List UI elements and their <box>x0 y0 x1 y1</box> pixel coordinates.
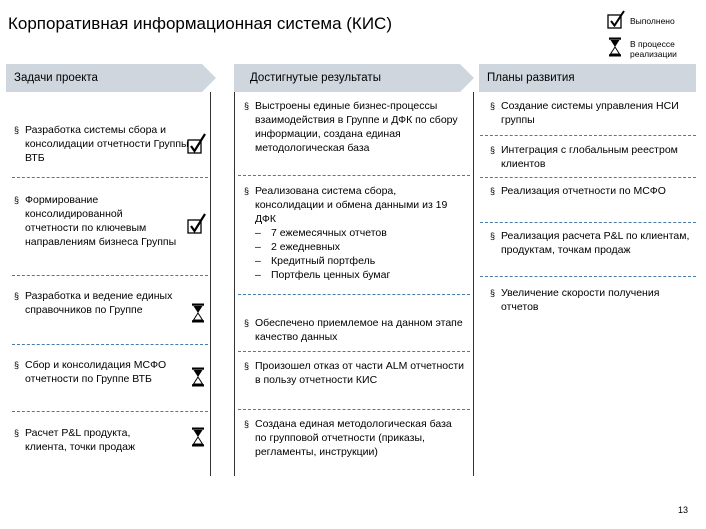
legend-done-label: Выполнено <box>630 16 675 26</box>
task-item <box>14 123 189 165</box>
bullet-icon: § <box>14 195 20 205</box>
results-header: Достигнутые результаты <box>234 64 460 92</box>
result-item <box>244 316 466 344</box>
plan-item <box>490 99 690 127</box>
result-item <box>244 184 466 282</box>
task-item <box>14 289 174 317</box>
bullet-icon: § <box>14 291 20 301</box>
bullet-icon: § <box>490 145 496 155</box>
separator <box>12 275 208 276</box>
checkmark-icon <box>186 132 208 156</box>
hourglass-icon <box>191 303 205 323</box>
bullet-icon: § <box>244 419 250 429</box>
separator <box>238 351 470 352</box>
bullet-icon: § <box>244 101 250 111</box>
result-text: Произошел отказ от части ALM отчетности в пользу отчетности КИС <box>255 360 465 386</box>
bullet-icon: § <box>14 125 20 135</box>
plan-text: Реализация отчетности по МСФО <box>501 185 666 197</box>
plan-text: Реализация расчета P&L по клиентам, продуктам, точкам продаж <box>501 230 690 256</box>
separator <box>12 344 208 345</box>
legend-in-progress-label: В процессе реализации <box>630 39 677 59</box>
separator <box>238 294 470 295</box>
task-item <box>14 426 174 454</box>
plan-item <box>490 184 690 198</box>
separator <box>12 177 208 178</box>
plan-text: Интеграция с глобальным реестром клиентов <box>501 144 678 170</box>
plan-text: Увеличение скорости получения отчетов <box>501 287 660 313</box>
bullet-icon: § <box>244 318 250 328</box>
separator <box>480 135 696 136</box>
separator <box>480 276 696 277</box>
separator <box>238 175 470 176</box>
bullet-icon: § <box>490 186 496 196</box>
task-text: Формирование консолидированной отчетности по ключевым направлениям бизнеса Группы <box>25 194 177 248</box>
result-subitem: – Портфель ценных бумаг <box>255 268 466 282</box>
result-item <box>244 417 466 459</box>
task-item <box>14 358 174 386</box>
result-text: Создана единая методологическая база по групповой отчетности (приказы, регламенты, инструкции) <box>255 418 452 458</box>
result-item <box>244 359 466 387</box>
bullet-icon: § <box>490 231 496 241</box>
task-item <box>14 193 179 249</box>
task-text: Разработка и ведение единых справочников по Группе <box>25 290 173 316</box>
results-column-divider <box>234 92 235 476</box>
bullet-icon: § <box>14 428 20 438</box>
hourglass-icon <box>608 37 622 57</box>
plans-column-divider <box>473 92 474 476</box>
bullet-icon: § <box>244 186 250 196</box>
task-text: Расчет P&L продукта, клиента, точки продаж <box>25 427 135 453</box>
plans-header: Планы развития <box>479 64 696 92</box>
plan-item <box>490 286 690 314</box>
result-subitem: – 2 ежедневных <box>255 240 466 254</box>
result-subitem: – Кредитный портфель <box>255 254 466 268</box>
task-text: Сбор и консолидация МСФО отчетности по Группе ВТБ <box>25 359 167 385</box>
separator <box>480 222 696 223</box>
result-item <box>244 99 466 155</box>
bullet-icon: § <box>490 101 496 111</box>
bullet-icon: § <box>14 360 20 370</box>
bullet-icon: § <box>490 288 496 298</box>
hourglass-icon <box>191 367 205 387</box>
plan-text: Создание системы управления НСИ группы <box>501 100 679 126</box>
result-text: Реализована система сбора, консолидации и обмена данными из 19 ДФК <box>255 185 448 225</box>
hourglass-icon <box>191 427 205 447</box>
result-text: Выстроены единые бизнес-процессы взаимодействия в Группе и ДФК по сбору информации, создана единая методологическая база <box>255 100 458 154</box>
task-text: Разработка системы сбора и консолидации отчетности Группы ВТБ <box>25 124 189 164</box>
page-title: Корпоративная информационная система (КИС) <box>8 14 392 33</box>
result-text: Обеспечено приемлемое на данном этапе качество данных <box>255 317 463 343</box>
separator <box>238 409 470 410</box>
checkmark-icon <box>606 10 626 30</box>
tasks-column-divider <box>210 92 211 476</box>
separator <box>480 177 696 178</box>
bullet-icon: § <box>244 361 250 371</box>
checkmark-icon <box>186 212 208 236</box>
page-number: 13 <box>677 505 688 515</box>
plan-item <box>490 229 690 257</box>
plan-item <box>490 143 690 171</box>
separator <box>12 411 208 412</box>
result-subitem: – 7 ежемесячных отчетов <box>255 226 466 240</box>
tasks-header: Задачи проекта <box>6 64 202 92</box>
